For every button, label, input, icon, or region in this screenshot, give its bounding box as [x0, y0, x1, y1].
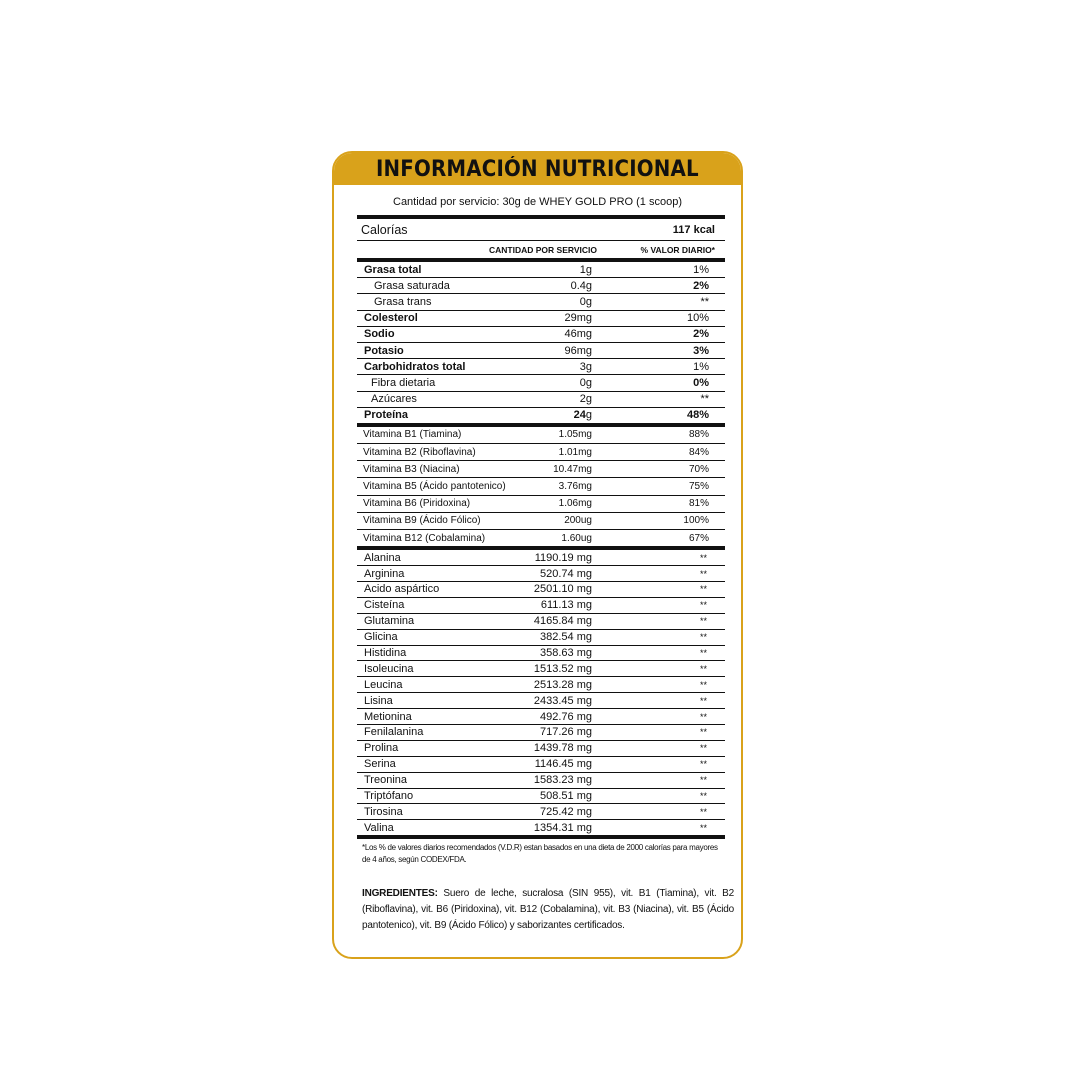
vitamin-row — [357, 496, 725, 513]
nutrient-amount: 1g — [579, 263, 592, 276]
amino-acid-dv: ** — [699, 584, 707, 595]
vitamin-name: Vitamina B12 (Cobalamina) — [363, 532, 486, 544]
vitamin-amount: 200ug — [564, 515, 592, 527]
vitamin-name: Vitamina B3 (Niacina) — [363, 463, 460, 475]
protein-amount-unit: g — [585, 409, 592, 422]
amino-acid-dv: ** — [699, 568, 707, 579]
amino-acid-dv: ** — [699, 663, 707, 674]
nutrient-amount: 96mg — [564, 344, 592, 357]
vitamin-amount: 1.01mg — [558, 446, 592, 458]
nutrient-dv: ** — [700, 393, 709, 406]
vitamin-name: Vitamina B5 (Ácido pantotenico) — [363, 481, 506, 493]
amino-acid-row — [357, 550, 725, 566]
nutrition-label — [332, 151, 743, 959]
amino-acid-name: Cisteína — [364, 599, 405, 612]
nutrient-dv: ** — [700, 295, 709, 308]
nutrient-row — [357, 294, 725, 310]
amino-acids-section — [357, 550, 725, 835]
amino-acid-name: Tirosina — [364, 805, 403, 818]
nutrient-dv: 3% — [693, 344, 709, 357]
amino-acid-dv: ** — [699, 616, 707, 627]
vitamin-amount: 1.06mg — [558, 498, 592, 510]
amino-acid-amount: 4165.84 mg — [533, 615, 592, 628]
amino-acid-row — [357, 725, 725, 741]
nutrient-row — [357, 262, 725, 278]
nutrient-dv: 10% — [686, 312, 709, 325]
calories-value: 117 kcal — [672, 223, 715, 236]
column-headers — [357, 241, 725, 258]
vitamin-name: Vitamina B2 (Riboflavina) — [363, 446, 476, 458]
amino-acid-dv: ** — [699, 552, 707, 563]
vitamin-name: Vitamina B9 (Ácido Fólico) — [363, 515, 481, 527]
vitamin-name: Vitamina B1 (Tiamina) — [363, 429, 462, 441]
amino-acid-name: Isoleucina — [364, 662, 414, 675]
amino-acid-dv: ** — [699, 632, 707, 643]
vitamin-amount: 1.60ug — [561, 532, 592, 544]
amino-acid-dv: ** — [699, 679, 707, 690]
amino-acid-dv: ** — [699, 743, 707, 754]
amino-acid-dv: ** — [699, 759, 707, 770]
nutrient-amount: 0g — [579, 376, 592, 389]
amino-acid-amount: 1583.23 mg — [533, 774, 592, 787]
nutrient-row — [357, 408, 725, 423]
nutrient-dv: 48% — [686, 409, 709, 422]
vitamin-amount: 1.05mg — [558, 429, 592, 441]
amino-acid-row — [357, 804, 725, 820]
vitamin-row — [357, 461, 725, 478]
amount-column-header: CANTIDAD POR SERVICIO — [489, 244, 597, 255]
nutrition-table — [357, 215, 725, 866]
nutrient-amount: 0.4g — [570, 279, 592, 292]
amino-acid-dv: ** — [699, 727, 707, 738]
nutrient-name: Potasio — [364, 344, 404, 357]
nutrient-name: Carbohidratos total — [364, 360, 466, 373]
amino-acid-row — [357, 630, 725, 646]
amino-acid-dv: ** — [699, 806, 707, 817]
amino-acid-amount: 611.13 mg — [540, 599, 592, 612]
vitamin-dv: 84% — [688, 446, 709, 458]
amino-acid-row — [357, 773, 725, 789]
amino-acid-row — [357, 646, 725, 662]
amino-acid-name: Fenilalanina — [364, 726, 424, 739]
nutrient-name: Fibra dietaria — [371, 376, 436, 389]
vitamin-dv: 81% — [688, 498, 709, 510]
amino-acid-name: Prolina — [364, 742, 399, 755]
amino-acid-name: Acido aspártico — [364, 583, 440, 596]
amino-acid-dv: ** — [699, 790, 707, 801]
vitamins-section — [357, 427, 725, 546]
nutrients-section — [357, 262, 725, 423]
amino-acid-row — [357, 677, 725, 693]
vitamin-dv: 88% — [688, 429, 709, 441]
nutrient-name: Proteína — [364, 409, 409, 422]
vitamin-row — [357, 478, 725, 495]
amino-acid-name: Glicina — [364, 631, 398, 644]
amino-acid-amount: 382.54 mg — [540, 631, 592, 644]
amino-acid-name: Glutamina — [364, 615, 415, 628]
amino-acid-row — [357, 566, 725, 582]
amino-acid-row — [357, 661, 725, 677]
amino-acid-name: Alanina — [364, 551, 401, 564]
ingredients-text: Suero de leche, sucralosa (SIN 955), vit. B1 (Tiamina), vit. B2 (Riboflavina), vit. B6 (Piridoxina), vit. B12 (Cobalamina), vit. B3 (Niacina), vit. B5 (Ácido pantotenico), vit. B9 (Ácido Fólico) y saborizantes certificados. — [362, 888, 734, 931]
nutrient-amount: 2g — [579, 393, 592, 406]
nutrient-row — [357, 343, 725, 359]
amino-acid-amount: 2433.45 mg — [533, 694, 592, 707]
vitamin-row — [357, 513, 725, 530]
vitamin-dv: 67% — [688, 532, 709, 544]
amino-acid-dv: ** — [699, 600, 707, 611]
amino-acid-name: Histidina — [364, 646, 407, 659]
amino-acid-amount: 725.42 mg — [540, 805, 592, 818]
vitamin-amount: 10.47mg — [553, 463, 592, 475]
nutrient-name: Azúcares — [371, 393, 417, 406]
protein-amount-value: 24 — [573, 409, 586, 422]
footnote: *Los % de valores diarios recomendados (V.D.R) estan basados en una dieta de 2000 calorías para mayores de 4 años, según CODEX/FDA. — [362, 843, 718, 865]
amino-acid-name: Serina — [364, 758, 396, 771]
nutrient-amount: 0g — [579, 295, 592, 308]
vitamin-amount: 3.76mg — [558, 481, 592, 493]
amino-acid-row — [357, 709, 725, 725]
amino-acid-amount: 492.76 mg — [540, 710, 592, 723]
nutrient-amount — [517, 409, 592, 421]
amino-acid-name: Triptófano — [364, 789, 414, 802]
amino-acid-amount: 508.51 mg — [540, 789, 592, 802]
amino-acid-amount: 717.26 mg — [540, 726, 592, 739]
ingredients — [362, 886, 734, 934]
amino-acid-name: Leucina — [364, 678, 403, 691]
nutrient-amount: 46mg — [564, 328, 592, 341]
nutrient-dv: 2% — [693, 279, 709, 292]
amino-acid-row — [357, 741, 725, 757]
amino-acid-row — [357, 789, 725, 805]
amino-acid-dv: ** — [699, 822, 707, 833]
serving-size: Cantidad por servicio: 30g de WHEY GOLD PRO (1 scoop) — [393, 196, 682, 208]
vitamin-name: Vitamina B6 (Piridoxina) — [363, 498, 471, 510]
amino-acid-amount: 2501.10 mg — [533, 583, 592, 596]
amino-acid-amount: 358.63 mg — [540, 646, 592, 659]
vitamin-dv: 100% — [683, 515, 709, 527]
nutrient-name: Sodio — [364, 328, 395, 341]
amino-acid-dv: ** — [699, 711, 707, 722]
nutrient-row — [357, 375, 725, 391]
nutrient-row — [357, 392, 725, 408]
amino-acid-name: Lisina — [364, 694, 393, 707]
label-header — [334, 153, 741, 185]
nutrient-row — [357, 311, 725, 327]
nutrient-name: Grasa saturada — [374, 279, 450, 292]
daily-value-column-header: % VALOR DIARIO* — [640, 244, 715, 255]
amino-acid-name: Valina — [364, 821, 394, 834]
amino-acid-name: Arginina — [364, 567, 405, 580]
nutrient-dv: 2% — [693, 328, 709, 341]
calories-row — [357, 219, 725, 240]
nutrient-name: Grasa total — [364, 263, 422, 276]
amino-acid-dv: ** — [699, 647, 707, 658]
amino-acid-amount: 1513.52 mg — [533, 662, 592, 675]
label-title: INFORMACIÓN NUTRICIONAL — [376, 156, 699, 182]
nutrient-amount: 3g — [579, 360, 592, 373]
amino-acid-amount: 1354.31 mg — [533, 821, 592, 834]
amino-acid-row — [357, 614, 725, 630]
amino-acid-row — [357, 693, 725, 709]
nutrient-row — [357, 359, 725, 375]
divider-thick — [357, 835, 725, 839]
amino-acid-dv: ** — [699, 695, 707, 706]
calories-label: Calorías — [361, 222, 408, 237]
nutrient-dv: 1% — [693, 263, 709, 276]
amino-acid-name: Metionina — [364, 710, 412, 723]
amino-acid-amount: 1190.19 mg — [534, 551, 592, 564]
ingredients-heading: INGREDIENTES: — [362, 888, 438, 899]
nutrient-name: Colesterol — [364, 312, 418, 325]
nutrient-dv: 0% — [693, 376, 709, 389]
vitamin-row — [357, 530, 725, 546]
amino-acid-amount: 1146.45 mg — [534, 758, 592, 771]
amino-acid-amount: 520.74 mg — [540, 567, 592, 580]
vitamin-row — [357, 427, 725, 444]
amino-acid-row — [357, 820, 725, 835]
amino-acid-row — [357, 598, 725, 614]
vitamin-dv: 70% — [688, 463, 709, 475]
nutrient-row — [357, 278, 725, 294]
vitamin-dv: 75% — [688, 481, 709, 493]
nutrient-amount: 29mg — [564, 312, 592, 325]
amino-acid-row — [357, 757, 725, 773]
amino-acid-dv: ** — [699, 775, 707, 786]
amino-acid-amount: 1439.78 mg — [533, 742, 592, 755]
nutrient-dv: 1% — [693, 360, 709, 373]
amino-acid-amount: 2513.28 mg — [533, 678, 592, 691]
amino-acid-name: Treonina — [364, 774, 408, 787]
nutrient-name: Grasa trans — [374, 295, 432, 308]
vitamin-row — [357, 444, 725, 461]
nutrient-row — [357, 327, 725, 343]
amino-acid-row — [357, 582, 725, 598]
